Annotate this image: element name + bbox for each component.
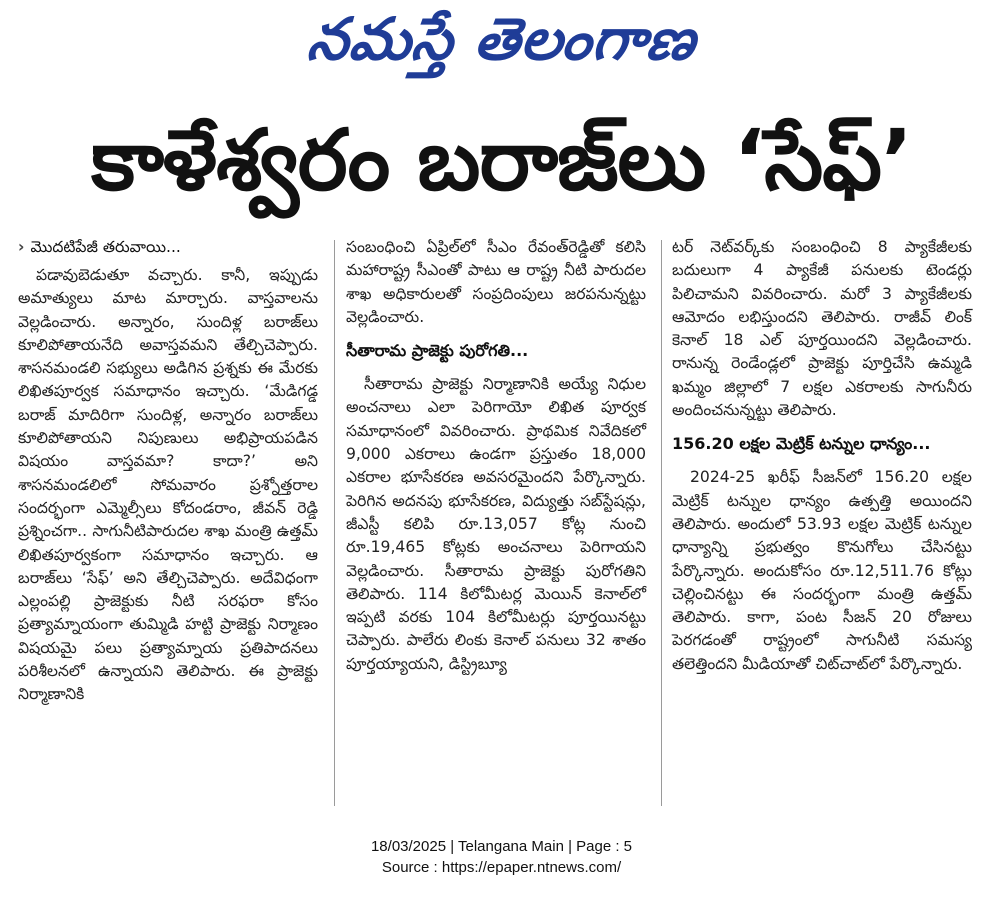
chevron-right-icon: › [18,238,25,256]
page-footer [0,836,1003,878]
edition-info: 18/03/2025 | Telangana Main | Page : 5 [370,838,633,855]
paragraph: టర్‌ నెట్‌వర్క్‌కు సంబంధించి 8 ప్యాకేజీలకు బదులుగా 4 ప్యాకేజీ పనులకు టెండర్లు పిలిచామని వివరించారు. మరో 3 ప్యాకేజీలకు ఆమోదం లభిస్తుందని తెలిపారు. రాజీవ్‌ లింక్‌ కెనాల్‌ 18 ఎల్‌ పూర్తయిందని వెల్లడించారు. రానున్న రెండేండ్లలో ప్రాజెక్టు పూర్తిచేసి ఉమ్మడి ఖమ్మం జిల్లాలో 7 లక్షల ఎకరాలకు సాగునీరు అందించనున్నట్టు తెలిపారు. [672,238,972,420]
section-subhead: సీతారామ ప్రాజెక్టు పురోగతి... [346,341,529,361]
newspaper-logo: నమస్తే తెలంగాణ [303,5,700,73]
paragraph: సీతారామ ప్రాజెక్టు నిర్మాణానికి అయ్యే నిధుల అంచనాలు ఎలా పెరిగాయో లిఖిత పూర్వక సమాధానంలో వివరించారు. ప్రాథమిక నివేదికలో 9,000 ఎకరాలు ఉండగా ప్రస్తుతం 18,000 ఎకరాల భూసేకరణ అవసరమైందని పేర్కొన్నారు. పెరిగిన అదనపు భూసేకరణ, విద్యుత్తు సబ్‌స్టేషన్లు, జీఎస్టీ కలిపి రూ.13,057 కోట్ల నుంచి రూ.19,465 కోట్లకు అంచనాలు పెరిగాయని వెల్లడించారు. సీతారామ ప్రాజెక్టు పురోగతిని తెలిపారు. 114 కిలోమీటర్ల మెయిన్‌ కెనాల్‌లో ఇప్పటి వరకు 104 కిలోమీటర్లు పూర్తయినట్టు చెప్పారు. పాలేరు లింకు కెనాల్‌ పనులు 32 శాతం పూర్తయ్యాయని, డిస్ట్రిబ్యూ [346,375,646,673]
article-body [18,236,980,806]
section-subhead: 156.20 లక్షల మెట్రిక్‌ టన్నుల ధాన్యం... [672,434,931,454]
source-link[interactable]: Source : https://epaper.ntnews.com/ [381,859,622,876]
continuation-text: మొదటిపేజీ తరువాయి... [30,238,181,256]
article-headline: కాళేశ్వరం బరాజ్‌లు ‘సేఫ్‌’ [91,111,912,209]
paragraph: పడావుబెడుతూ వచ్చారు. కానీ, ఇప్పుడు అమాత్యులు మాట మార్చారు. వాస్తవాలను వెల్లడించారు. అన్నారం, సుందిళ్ల బరాజ్‌లు కూలిపోతాయనేది అవాస్తవమని తేల్చిచెప్పారు. శాసనమండలి సభ్యులు అడిగిన ప్రశ్నకు ఈ మేరకు లిఖితపూర్వక సమాధానం ఇచ్చారు. ‘మేడిగడ్డ బరాజ్‌ మాదిరిగా సుందిళ్ల, అన్నారం బరాజ్‌లు కూలిపోతాయని నిపుణులు అభిప్రాయపడిన విషయం వాస్తవమా? కాదా?’ అని శాసనమండలిలో సోమవారం ప్రశ్నోత్తరాల సందర్భంగా ఎమ్మెల్సీలు కోదండరాం, జీవన్‌ రెడ్డి ప్రశ్నించగా.. సాగునీటిపారుదల శాఖ మంత్రి ఉత్తమ్‌ లిఖితపూర్వకంగా సమాధానం ఇచ్చారు. ఆ బరాజ్‌లు ‘సేఫ్‌’ అని తేల్చిచెప్పారు. అదేవిధంగా ఎల్లంపల్లి ప్రాజెక్టుకు నీటి సరఫరా కోసం ప్రత్యామ్నాయంగా తుమ్మిడి హట్టి ప్రాజెక్టు నిర్మాణం విషయమై పలు ప్రత్యామ్నాయ ప్రతిపాదనలు పరిశీలనలో ఉన్నాయని తెలిపారు. ఈ ప్రాజెక్టు నిర్మాణానికి [18,266,318,704]
paragraph: 2024-25 ఖరీఫ్‌ సీజన్‌లో 156.20 లక్షల మెట్రిక్‌ టన్నుల ధాన్యం ఉత్పత్తి అయిందని తెలిపారు. అందులో 53.93 లక్షల మెట్రిక్‌ టన్నుల ధాన్యాన్ని ప్రభుత్వం కొనుగోలు చేసినట్టు పేర్కొన్నారు. అందుకోసం రూ.12,511.76 కోట్లు చెల్లించినట్టు ఈ సందర్భంగా మంత్రి ఉత్తమ్‌ తెలిపారు. కాగా, పంట సీజన్‌ 20 రోజులు పెరగడంతో రాష్ట్రంలో సాగునీటి సమస్య తలెత్తిందని మీడియాతో చిట్‌చాట్‌లో పేర్కొన్నారు. [672,468,972,673]
masthead [0,0,1003,84]
paragraph: సంబంధించి ఏప్రిల్‌లో సీఎం రేవంత్‌రెడ్డితో కలిసి మహారాష్ట్ర సీఎంతో పాటు ఆ రాష్ట్ర నీటి పారుదల శాఖ అధికారులతో సంప్రదింపులు జరపనున్నట్టు వెల్లడించారు. [346,238,646,326]
column-divider [661,240,662,806]
article-column-2 [346,236,646,676]
article-column-3 [672,236,972,676]
article-column-1 [18,236,318,707]
column-divider [334,240,335,806]
continuation-label [18,236,318,258]
